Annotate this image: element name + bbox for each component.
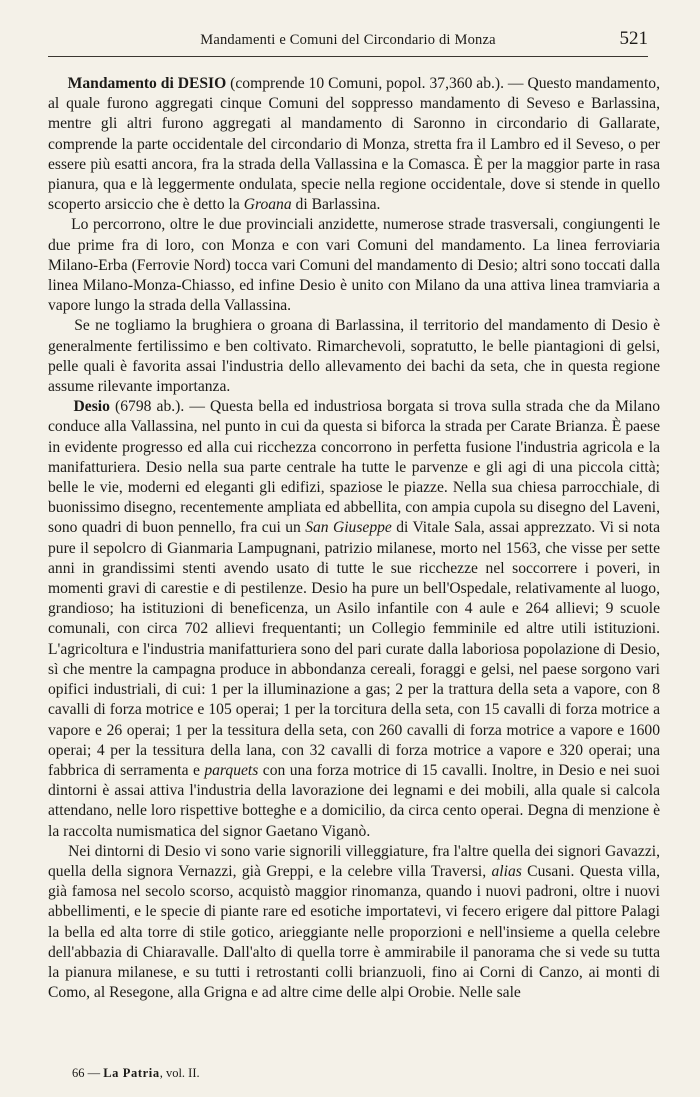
paragraph-text: (comprende 10 Comuni, popol. 37,360 ab.). — Questo mandamento, al quale furono aggregati cinque Comuni del soppresso mandamento di Seveso e Barlassina, mentre gli altri furono aggregati al mandamento di Saronno in circondario di Gallarate, comprende la parte occidentale del circondario di Monza, stretta fra il Lambro ed il Seveso, o per essere più esatti ancora, fra la strada della Vallassina e la Comasca. È per la maggior parte in rasa pianura, qua e là leggermente ondulata, specie nella regione occidentale, dove si stende in quello scoperto arsiccio che è detto la bbox=[48, 75, 660, 214]
paragraph-text: Lo percorrono, oltre le due provinciali anzidette, numerose strade trasversali, congiungenti le due prime fra di loro, con Monza e con vari Comuni del mandamento. La linea ferroviaria Milano-Erba (Ferrovie Nord) tocca vari Comuni del mandamento di Desio; altri sono toccati dalla linea Milano-Monza-Chiasso, ed infine Desio è unito con Milano da una attiva linea tramviaria a vapore lungo la strada della Vallassina. bbox=[48, 216, 660, 315]
paragraph-text: con una forza motrice di 15 cavalli. Inoltre, in Desio e nei suoi dintorni è assai attiva l'industria della lavorazione dei legnami e dei mobili, alla quale si calcola attendano, nelle loro rispettive botteghe e a domicilio, da circa cento operai. Degna di menzione è la raccolta numismatica del signor Gaetano Viganò. bbox=[48, 761, 660, 840]
paragraph-territorio bbox=[48, 316, 660, 397]
page-number: 521 bbox=[619, 28, 648, 49]
page-footer bbox=[72, 1066, 200, 1081]
paragraph-desio bbox=[48, 397, 660, 841]
signature-mark: 66 — bbox=[72, 1066, 104, 1080]
running-header bbox=[48, 28, 648, 57]
paragraph-mandamento-desio bbox=[48, 74, 660, 215]
section-heading-desio: Desio bbox=[73, 398, 110, 416]
paragraph-text: di Barlassina. bbox=[291, 196, 381, 214]
paragraph-dintorni bbox=[48, 842, 660, 1004]
section-heading-mandamento: Mandamento di DESIO bbox=[67, 75, 227, 92]
italic-term: Groana bbox=[243, 196, 292, 214]
italic-term: parquets bbox=[204, 761, 259, 779]
journal-title: La Patria bbox=[103, 1066, 160, 1080]
paragraph-text: Se ne togliamo la brughiera o groana di Barlassina, il territorio del mandamento di Desio è generalmente fertilissimo e ben coltivato. Rimarchevoli, sopratutto, le belle piantagioni di gelsi, pelle quali è favorita assai l'industria dello allevamento dei bachi da seta, che in questa regione assume rilevante importanza. bbox=[48, 317, 660, 396]
paragraph-text: di Vitale Sala, assai apprezzato. Vi si nota pure il sepolcro di Gianmaria Lampugnani, patrizio milanese, morto nel 1563, che visse per sette anni in grandissimi stenti avendo usato di tutte le sue ricchezze nel soccorrere i poveri, in momenti gravi di carestie e di pestilenze. Desio ha pure un bell'Ospedale, relativamente al luogo, grandioso; ha istituzioni di beneficenza, un Asilo infantile con 4 aule e 264 allievi; 9 scuole comunali, con circa 702 allievi frequentanti; un Collegio femminile ed altre utili istituzioni. L'agricoltura e l'industria manifatturiera sono del pari curate dalla laboriosa popolazione di Desio, sì che mentre la campagna produce in abbondanza cereali, foraggi e gelsi, nel paese sorgono vari opifici industriali, di cui: 1 per la illuminazione a gas; 2 per la trattura della seta a vapore, con 8 cavalli di forza motrice e 105 operai; 1 per la torcitura della seta, con 15 cavalli di forza motrice a vapore e 26 operai; 1 per la tessitura della seta, con 260 cavalli di forza motrice a vapore e 1600 operai; 4 per la tessitura della lana, con 32 cavalli di forza motrice a vapore e 320 operai; una fabbrica di serramenta e bbox=[48, 519, 660, 779]
volume-label: , vol. II. bbox=[159, 1066, 200, 1080]
italic-term: San Giuseppe bbox=[305, 519, 392, 537]
paragraph-text: (6798 ab.). — Questa bella ed industriosa borgata si trova sulla strada che da Milano conduce alla Vallassina, nel punto in cui da questa si biforca la strada per Carate Brianza. È paese in evidente progresso ed alla cui ricchezza concorrono in perfetta fusione l'industria agricola e la manifatturiera. Desio nella sua parte centrale ha tutte le parvenze e gli agi di una piccola città; belle le vie, moderni ed eleganti gli edifizi, spaziose le piazze. Nella sua chiesa parrocchiale, di buonissimo disegno, recentemente ampliata ed abbellita, con ampia cupola su disegno del Laveni, sono quadri di buon pennello, fra cui un bbox=[48, 398, 660, 537]
paragraph-text: Nei dintorni di Desio vi sono varie signorili villeggiature, fra l'altre quella dei signori Gavazzi, quella della signora Vernazzi, già Greppi, e la celebre villa Traversi, bbox=[48, 842, 660, 880]
italic-term: alias bbox=[491, 862, 522, 880]
paragraph-text: Cusani. Questa villa, già famosa nel secolo scorso, acquistò maggior rinomanza, quando i nuovi padroni, oltre i nuovi abbellimenti, e le specie di piante rare ed esotiche importatevi, vi fecero erigere dal pittore Palagi la bella ed alta torre di stile gotico, arieggiante nelle proporzioni e nell'insieme a quella celebre dell'abbazia di Chiaravalle. Dall'alto di quella torre è ammirabile il panorama che si vede su tutta la pianura milanese, e su tutti i retrostanti colli brianzuoli, fino ai Corni di Canzo, ai monti di Como, al Resegone, alla Grigna e ad altre cime delle alpi Orobie. Nelle sale bbox=[48, 862, 660, 1002]
running-title: Mandamenti e Comuni del Circondario di Monza bbox=[200, 32, 496, 48]
paragraph-strade bbox=[48, 215, 660, 316]
text-body bbox=[48, 74, 660, 1003]
